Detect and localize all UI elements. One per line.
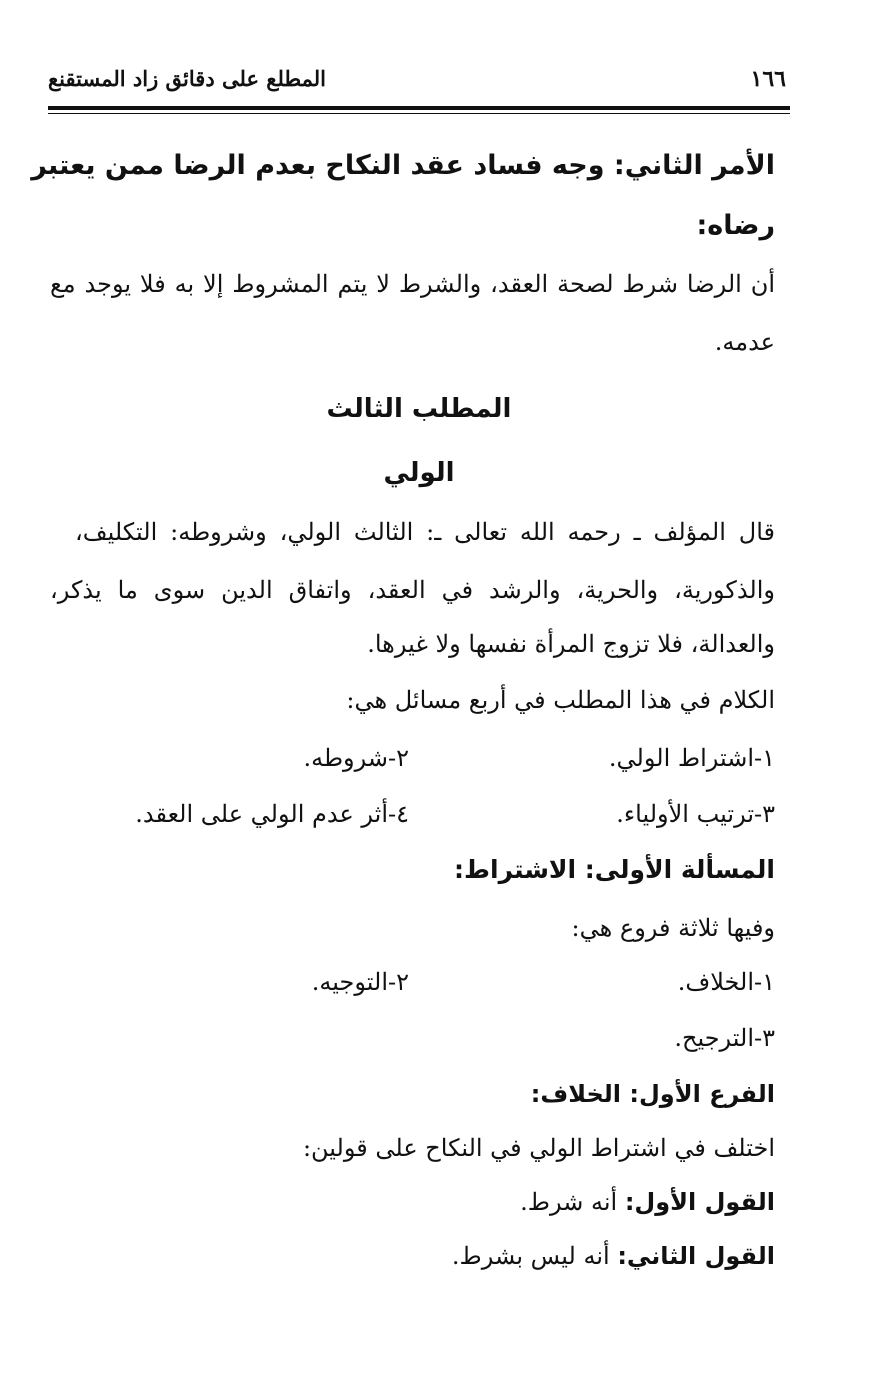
first-branch-intro: اختلف في اشتراط الولي في النكاح على قولين: [302,1134,775,1162]
quote-line1: قال المؤلف ـ رحمه الله تعالى ـ: الثالث الولي، وشروطه: التكليف، [75,518,775,546]
quote-line3: والعدالة، فلا تزوج المرأة نفسها ولا غيرها. [367,630,775,658]
page-number: ١٦٦ [750,66,786,92]
opinion-1 [50,1186,775,1218]
opinion-1-text: أنه شرط. [520,1188,618,1216]
first-issue-intro: وفيها ثلاثة فروع هي: [571,914,775,942]
issue-item-2: ٢-شروطه. [303,744,409,772]
issue-item-1: ١-اشتراط الولي. [608,744,775,772]
quote-line2: والذكورية، والحرية، والرشد في العقد، واتفاق الدين سوى ما يذكر، [50,576,775,604]
branch-item-1: ١-الخلاف. [677,968,775,996]
opinion-2-text: أنه ليس بشرط. [451,1242,610,1270]
matter-paragraph-line2: عدمه. [714,328,775,356]
opinion-2-label: القول الثاني: [617,1242,775,1270]
running-title: المطلع على دقائق زاد المستقنع [48,66,327,91]
opinion-2 [50,1240,775,1272]
first-branch-heading: الفرع الأول: الخلاف: [530,1080,775,1108]
issue-item-3: ٣-ترتيب الأولياء. [616,800,775,828]
matter-heading-line1: الأمر الثاني: وجه فساد عقد النكاح بعدم الرضا ممن يعتبر [31,150,775,181]
section-subtitle: الولي [383,458,455,488]
matter-paragraph-line1: أن الرضا شرط لصحة العقد، والشرط لا يتم المشروط إلا به فلا يوجد مع [50,270,775,298]
page-header [48,66,790,100]
section-title: المطلب الثالث [326,394,512,424]
first-issue-heading: المسألة الأولى: الاشتراط: [454,855,775,884]
header-rule-thin [48,113,790,114]
matter-heading-line2: رضاه: [696,210,775,241]
header-rule-thick [48,106,790,110]
branch-item-2: ٢-التوجيه. [311,968,409,996]
issue-item-4: ٤-أثر عدم الولي على العقد. [135,800,409,828]
branch-item-3: ٣-الترجيح. [674,1024,775,1052]
issues-intro: الكلام في هذا المطلب في أربع مسائل هي: [346,686,775,714]
opinion-1-label: القول الأول: [624,1188,775,1216]
